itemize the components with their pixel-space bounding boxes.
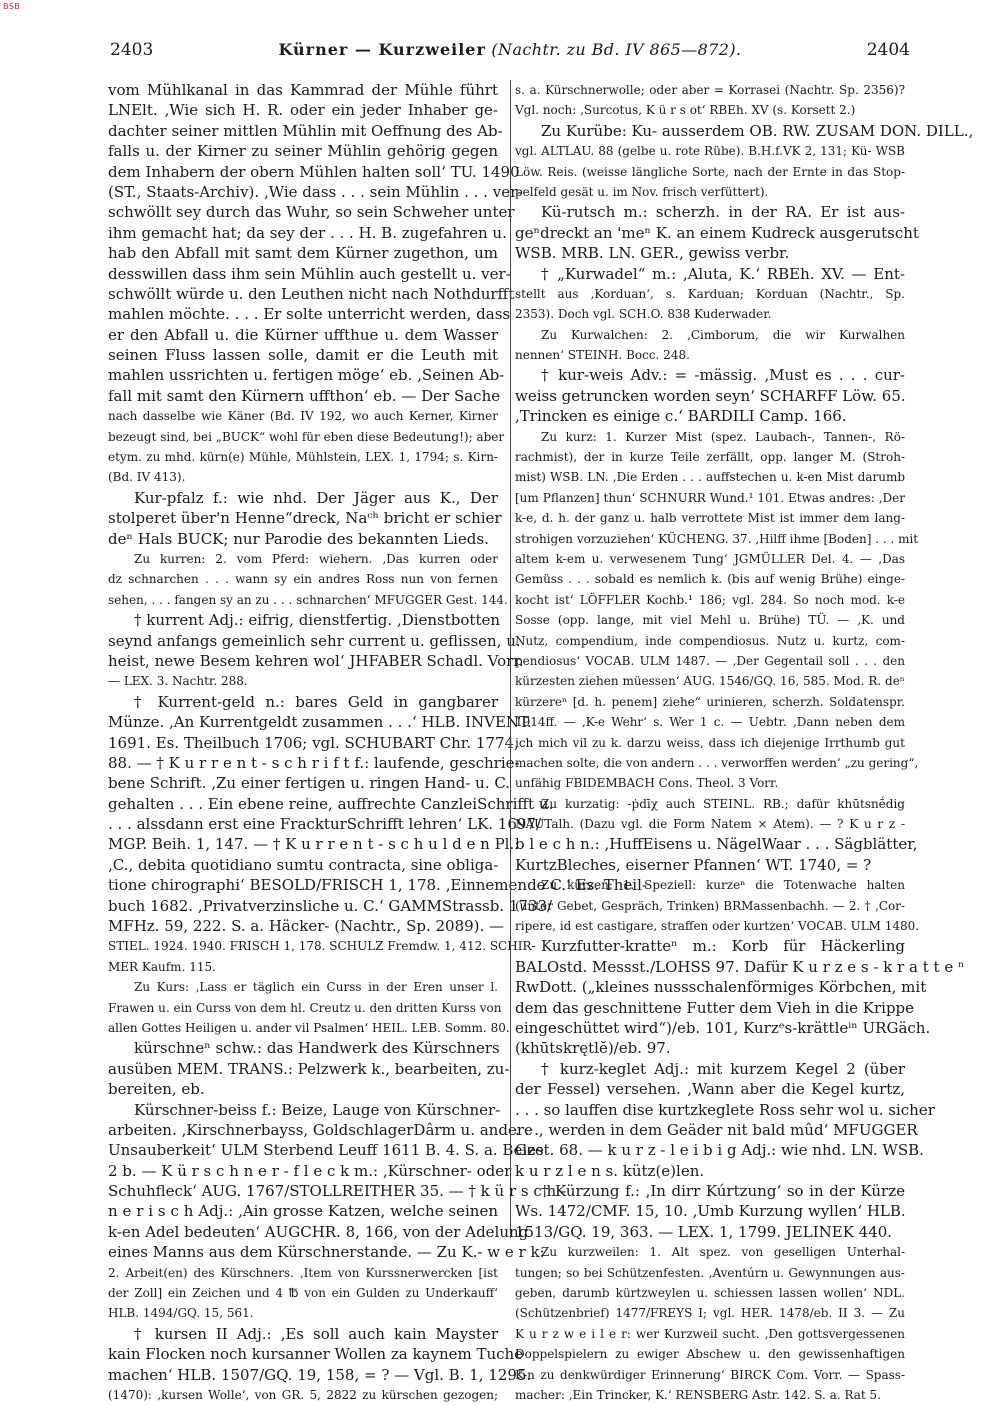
library-stamp: BSB <box>3 2 21 11</box>
text-line: macher: ‚Ein Trincker, K.‘ RENSBERG Astr. 142. S. a. Rat 5. <box>515 1388 881 1402</box>
text-line: 1914ff. — ‚K-e Wehr‘ s. Wer 1 c. — Uebtr. ‚Dann neben dem <box>515 715 905 730</box>
text-line: † Kurrent-geld n.: bares Geld in gangbarer <box>134 692 498 711</box>
text-line: heist, newe Besem kehren wol‘ JHFABER Schadl. Vorr. <box>108 651 524 670</box>
text-line: Gest. 68. — k u r z - l e i b i g Adj.: wie nhd. LN. WSB. <box>515 1141 924 1160</box>
text-line: 1513/GQ. 19, 363. — LEX. 1, 1799. JELINEK 440. <box>515 1222 893 1241</box>
text-line: tungen; so bei Schützenfesten. ‚Aventúrn u. Gewynnungen aus- <box>515 1265 905 1280</box>
text-line: er den Abfall u. die Kürner uffthue u. dem Wasser <box>108 325 498 344</box>
text-line: machen solte, die von andern . . . verworffen werden‘ „zu gering“, <box>515 755 919 770</box>
text-line: Zu Kurübe: Ku- ausserdem OB. RW. ZUSAM DON. DILL., <box>541 121 974 140</box>
text-line: der Zoll] ein Zeichen und 4 ℔ von ein Gulden zu Underkauff‘ <box>108 1286 498 1301</box>
text-line: allen Gottes Heiligen u. ander vil Psalmen‘ HEIL. LEB. Somm. 80. <box>108 1020 510 1035</box>
text-line: † kurz-keglet Adj.: mit kurzem Kegel 2 (über <box>541 1059 905 1078</box>
text-line: stellt aus ‚Korduan‘, s. Karduan; Korduan (Nachtr., Sp. <box>515 286 905 301</box>
text-line: Löw. Reis. (weisse längliche Sorte, nach der Ernte in das Stop- <box>515 164 905 179</box>
right-page-number: 2404 <box>866 40 910 60</box>
text-line: Unsauberkeit‘ ULM Sterbend Leuff 1611 B. 4. S. a. Beize <box>108 1141 544 1160</box>
text-line: schwöllt würde u. den Leuthen nicht nach Nothdurfft <box>108 284 515 303</box>
text-line: vgl. ALTLAU. 88 (gelbe u. rote Rübe). B.H.f.VK 2, 131; Kü- WSB <box>515 144 905 159</box>
text-line: Schuhfleck‘ AUG. 1767/STOLLREITHER 35. — † k ü r s c h - <box>108 1182 567 1201</box>
text-line: dem das geschnittene Futter dem Vieh in die Krippe <box>515 998 915 1017</box>
text-line: KurtzBleches, eiserner Pfannen‘ WT. 1740, = ? <box>515 855 872 874</box>
text-line: † „Kurwadel“ m.: ‚Aluta, K.‘ RBEh. XV. — Ent- <box>541 264 905 283</box>
text-line: der Fessel) versehen. ‚Wann aber die Kegel kurtz, <box>515 1080 905 1099</box>
text-line: † kursen II Adj.: ‚Es soll auch kain Mayster <box>134 1324 498 1343</box>
text-line: n e r i s c h Adj.: ‚Ain grosse Katzen, welche seinen <box>108 1202 498 1221</box>
text-line: 1691. Es. Theilbuch 1706; vgl. SCHUBART Chr. 1774, <box>108 733 519 752</box>
text-line: (1470): ‚kursen Wolle‘, von GR. 5, 2822 zu kürschen gezogen; <box>108 1388 498 1402</box>
text-line: seynd anfangs gemeinlich sehr current u. geflissen, u. <box>108 631 521 650</box>
text-line: . . . alssdann erst eine FrackturSchrifft lehren‘ LK. 1697/ <box>108 815 542 834</box>
text-line: hab den Abfall mit samt dem Kürner zugethon, um <box>108 244 498 263</box>
text-line: ‚Trincken es einige c.‘ BARDILI Camp. 166. <box>515 407 847 426</box>
text-line: — LEX. 3. Nachtr. 288. <box>108 674 248 689</box>
text-line: Zu kurzatig: -ṗdīχ auch STEINL. RB.; dafür khūtsnḗdig <box>541 796 905 811</box>
text-line: [um Pflanzen] thun‘ SCHNURR Wund.¹ 101. Etwas andres: ‚Der <box>515 490 905 505</box>
text-line: Zu kürzen: 1. Speziell: kurzeⁿ die Totenwache halten <box>541 878 905 893</box>
text-line: (ST., Staats-Archiv). ‚Wie dass . . . sein Mühlin . . . ver- <box>108 182 523 201</box>
text-line: † kur-weis Adv.: = -mässig. ‚Must es . . . cur- <box>541 366 905 385</box>
left-page-number: 2403 <box>110 40 154 60</box>
text-line: bereiten, eb. <box>108 1080 205 1099</box>
text-line: (unter Gebet, Gespräch, Trinken) BRMassenbachh. — 2. † ‚Cor- <box>515 898 905 913</box>
text-line: rachmist), der in kurze Teile zerfällt, opp. langer M. (Stroh- <box>515 450 905 465</box>
text-line: mahlen möchte. . . . Er solte unterricht werden, dass <box>108 305 511 324</box>
text-line: weiss getruncken worden seyn‘ SCHARFF Löw. 65. <box>515 386 906 405</box>
text-line: RwDott. („kleines nussschalenförmiges Körbchen, mit <box>515 978 927 997</box>
column-divider <box>510 80 511 1238</box>
text-line: MFHz. 59, 222. S. a. Häcker- (Nachtr., Sp. 2089). — <box>108 917 505 936</box>
text-line: Doppelspielern zu ewiger Abschew u. den gewissenhaftigen <box>515 1347 905 1362</box>
text-line: k u r z l e n s. kütz(e)len. <box>515 1161 705 1180</box>
page-header <box>110 40 910 64</box>
text-line: . . . so lauffen dise kurtzkeglete Ross sehr wol u. sicher <box>515 1100 935 1119</box>
text-line: K-n zu denkwürdiger Erinnerung‘ BIRCK Com. Vorr. — Spass- <box>515 1367 905 1382</box>
text-line: Kur-pfalz f.: wie nhd. Der Jäger aus K., Der <box>134 488 498 507</box>
text-line: kürzesten ziehen müessen‘ AUG. 1546/GQ. 16, 585. Mod. R. deⁿ <box>515 674 905 689</box>
text-line: mahlen ussrichten u. fertigen möge‘ eb. ‚Seinen Ab- <box>108 366 505 385</box>
text-line: pendiosus‘ VOCAB. ULM 1487. — ‚Der Gegentail soll . . . den <box>515 653 905 668</box>
text-line: nach dasselbe wie Käner (Bd. IV 192, wo auch Kerner, Kirner <box>108 409 498 424</box>
text-line: strohigen vorzuziehen‘ KÜCHENG. 37. ‚Hilff ihme [Boden] . . . mit <box>515 531 919 546</box>
text-line: BALOstd. Messst./LOHSS 97. Dafür K u r z e s - k r a t t e ⁿ <box>515 957 965 976</box>
text-line: Sosse (opp. lange, mit viel Mehl u. Brühe) TÜ. — ‚K. und <box>515 613 905 628</box>
text-line: eines Manns aus dem Kürschnerstande. — Zu K.- w e r k: <box>108 1243 545 1262</box>
text-line: k-en Adel bedeuten‘ AUGCHR. 8, 166, von der Adelung <box>108 1222 529 1241</box>
text-line: Zu Kurwalchen: 2. ‚Cimborum, die wir Kurwalhen <box>541 327 905 342</box>
text-line: mist) WSB. LN. ‚Die Erden . . . auffstechen u. k-en Mist darumb <box>515 470 905 485</box>
text-line: altem k-em u. verwesenem Tung‘ JGMÜLLER Del. 4. — ‚Das <box>515 551 905 566</box>
text-line: desswillen dass ihm sein Mühlin auch gestellt u. ver- <box>108 264 511 283</box>
text-line: machen‘ HLB. 1507/GQ. 19, 158, = ? — Vgl. B. 1, 1295. <box>108 1365 532 1384</box>
text-line: 2 b. — K ü r s c h n e r - f l e c k m.: ‚Kürschner- oder <box>108 1161 512 1180</box>
text-line: Kurzfutter-kratteⁿ m.: Korb für Häckerling <box>541 937 905 956</box>
running-title-main: Kürner — Kurzweiler <box>278 40 486 59</box>
text-line: geⁿdreckt an 'meⁿ K. an einem Kudreck ausgerutscht <box>515 223 919 242</box>
text-line: Zu kurz: 1. Kurzer Mist (spez. Laubach-, Tannen-, Rö- <box>541 429 905 444</box>
text-line: ripere, id est castigare, straffen oder kurtzen‘ VOCAB. ULM 1480. <box>515 919 920 934</box>
text-line: k-e, d. h. der ganz u. halb verrottete Mist ist immer dem lang- <box>515 511 905 526</box>
text-line: ‚C., debita quotidiano sumtu contracta, sine obliga- <box>108 855 499 874</box>
text-line: unfähig FBIDEMBACH Cons. Theol. 3 Vorr. <box>515 776 779 791</box>
text-line: Kü-rutsch m.: scherzh. in der RA. Er ist aus- <box>541 203 905 222</box>
text-line: kürzereⁿ [d. h. penem] ziehe“ urinieren, scherzh. Soldatenspr. <box>515 694 905 709</box>
text-line: 2. Arbeit(en) des Kürschners. ‚Item von Kurssnerwercken [ist <box>108 1265 498 1280</box>
running-title <box>110 40 910 59</box>
text-line: deⁿ Hals BUCK; nur Parodie des bekannten Lieds. <box>108 529 489 548</box>
text-line: † kurrent Adj.: eifrig, dienstfertig. ‚Dienstbotten <box>134 611 501 630</box>
text-line: Münze. ‚An Kurrentgeldt zusammen . . .‘ HLB. INVENT. <box>108 713 532 732</box>
text-line: (Schützenbrief) 1477/FREYS I; vgl. HER. 1478/eb. II 3. — Zu <box>515 1306 905 1321</box>
text-line: fall mit samt den Kürnern uffthon‘ eb. — Der Sache <box>108 386 501 405</box>
text-line: dachter seiner mittlen Mühlin mit Oeffnung des Ab- <box>108 121 503 140</box>
text-line: eingeschüttet wird“)/eb. 101, Kurzᵉs-krättleⁱⁿ URGäch. <box>515 1018 931 1037</box>
text-line: geben, darumb kürtzweylen u. schiessen lassen wollen‘ NDL. <box>515 1286 905 1301</box>
text-line: b l e c h n.: ‚HuffEisens u. NägelWaar . . . Sägblätter, <box>515 835 918 854</box>
text-line: buch 1682. ‚Privatverzinsliche u. C.‘ GAMMStrassb. 1733/ <box>108 896 553 915</box>
text-line: Zu kurzweilen: 1. Alt spez. von geselligen Unterhal- <box>541 1245 905 1260</box>
text-line: MGP. Beih. 1, 147. — † K u r r e n t - s c h u l d e n Pl.: <box>108 835 520 854</box>
text-line: dz schnarchen . . . wann sy ein andres Ross nun von fernen <box>108 572 498 587</box>
text-line: Vgl. noch: ‚Surcotus, K ü r s ot‘ RBEh. XV (s. Korsett 2.) <box>515 103 856 118</box>
text-line: vom Mühlkanal in das Kammrad der Mühle führt <box>108 81 498 99</box>
right-column <box>515 80 974 1405</box>
text-line: sehen, . . . fangen sy an zu . . . schnarchen‘ MFUGGER Gest. 144. <box>108 592 508 607</box>
text-line: Gemüss . . . sobald es nemlich k. (bis auf wenig Brühe) einge- <box>515 572 905 587</box>
text-line: nennen‘ STEINH. Bocc. 248. <box>515 348 690 363</box>
text-line: Ws. 1472/CMF. 15, 10. ‚Umb Kurzung wyllen‘ HLB. <box>515 1202 906 1221</box>
text-line: NAUTalh. (Dazu vgl. die Form Natem × Atem). — ? K u r z - <box>515 817 905 832</box>
text-line: (khūtskrętlĕ)/eb. 97. <box>515 1039 671 1058</box>
text-line: K u r z w e i l e r: wer Kurzweil sucht. ‚Den gottsvergessenen <box>515 1326 905 1341</box>
text-line: LNElt. ‚Wie sich H. R. oder ein jeder Inhaber ge- <box>108 101 498 120</box>
running-title-note: (Nachtr. zu Bd. IV 865—872). <box>491 40 742 59</box>
text-line: HLB. 1494/GQ. 15, 561. <box>108 1306 254 1321</box>
text-line: schwöllt sey durch das Wuhr, so sein Schweher unter <box>108 203 515 222</box>
text-line: 2353). Doch vgl. SCH.O. 838 Kuderwader. <box>515 307 772 322</box>
text-line: kocht ist‘ LÖFFLER Kochb.¹ 186; vgl. 284. So noch mod. k-e <box>515 592 905 607</box>
text-line: pelfeld gesät u. im Nov. frisch verfüttert). <box>515 184 769 199</box>
text-line: . . ., werden in dem Geäder nit bald mûd‘ MFUGGER <box>515 1120 918 1139</box>
text-line: † Kürzung f.: ‚In dirr Kúrtzung‘ so in der Kürze <box>541 1182 905 1201</box>
text-line: bene Schrift. ‚Zu einer fertigen u. ringen Hand- u. C. <box>108 774 511 793</box>
text-line: gehalten . . . Ein ebene reine, auffrechte CanzleiSchrifft u. <box>108 794 554 813</box>
text-line: WSB. MRB. LN. GER., gewiss verbr. <box>515 244 790 263</box>
text-line: bezeugt sind, bei „BUCK“ wohl für eben diese Bedeutung!); aber <box>108 429 505 444</box>
text-line: Nutz, compendium, inde compendiosus. Nutz u. kurtz, com- <box>515 633 905 648</box>
text-line: Kürschner-beiss f.: Beize, Lauge von Kürschner- <box>134 1100 501 1119</box>
text-line: etym. zu mhd. kürn(e) Mühle, Mühlstein, LEX. 1, 1794; s. Kirn- <box>108 450 498 465</box>
text-line: Zu Kurs: ‚Lass er täglich ein Curss in der Eren unser l. <box>134 980 498 995</box>
text-line: ihm gemacht hat; da sey der . . . H. B. zugefahren u. <box>108 223 507 242</box>
text-line: MER Kaufm. 115. <box>108 959 216 974</box>
text-line: ausüben MEM. TRANS.: Pelzwerk k., bearbeiten, zu- <box>108 1059 510 1078</box>
text-line: ich mich vil zu k. darzu weiss, dass ich diejenige Irrthumb gut <box>515 735 905 750</box>
text-line: kain Flocken noch kursanner Wollen za kaynem Tuche <box>108 1345 524 1364</box>
text-line: falls u. der Kirner zu seiner Mühlin gehörig gegen <box>108 142 498 161</box>
text-line: (Bd. IV 413). <box>108 470 186 485</box>
text-line: stolperet über'n Henne“dreck, Naᶜʰ bricht er schier <box>108 509 502 528</box>
text-line: kürschneⁿ schw.: das Handwerk des Kürschners <box>134 1039 500 1058</box>
text-line: s. a. Kürschnerwolle; oder aber = Korrasei (Nachtr. Sp. 2356)? <box>515 83 905 97</box>
text-line: Frawen u. ein Curss von dem hl. Creutz u. den dritten Kurss von <box>108 1000 502 1015</box>
text-line: Zu kurren: 2. vom Pferd: wiehern. ‚Das kurren oder <box>134 551 498 566</box>
text-line: 88. — † K u r r e n t - s c h r i f t f.: laufende, geschrie- <box>108 753 520 772</box>
text-line: seinen Fluss lassen solle, damit er die Leuth mit <box>108 346 498 365</box>
text-line: STIEL. 1924. 1940. FRISCH 1, 178. SCHULZ Fremdw. 1, 412. SCHIR- <box>108 939 536 954</box>
text-line: arbeiten. ‚Kirschnerbayss, GoldschlagerDârm u. andere <box>108 1120 533 1139</box>
text-line: dem Inhabern der obern Mühlen halten soll‘ TU. 1490 <box>108 162 520 181</box>
text-line: tione chirographi‘ BESOLD/FRISCH 1, 178. ‚Einnemende C.‘ Es. Theil- <box>108 876 647 895</box>
